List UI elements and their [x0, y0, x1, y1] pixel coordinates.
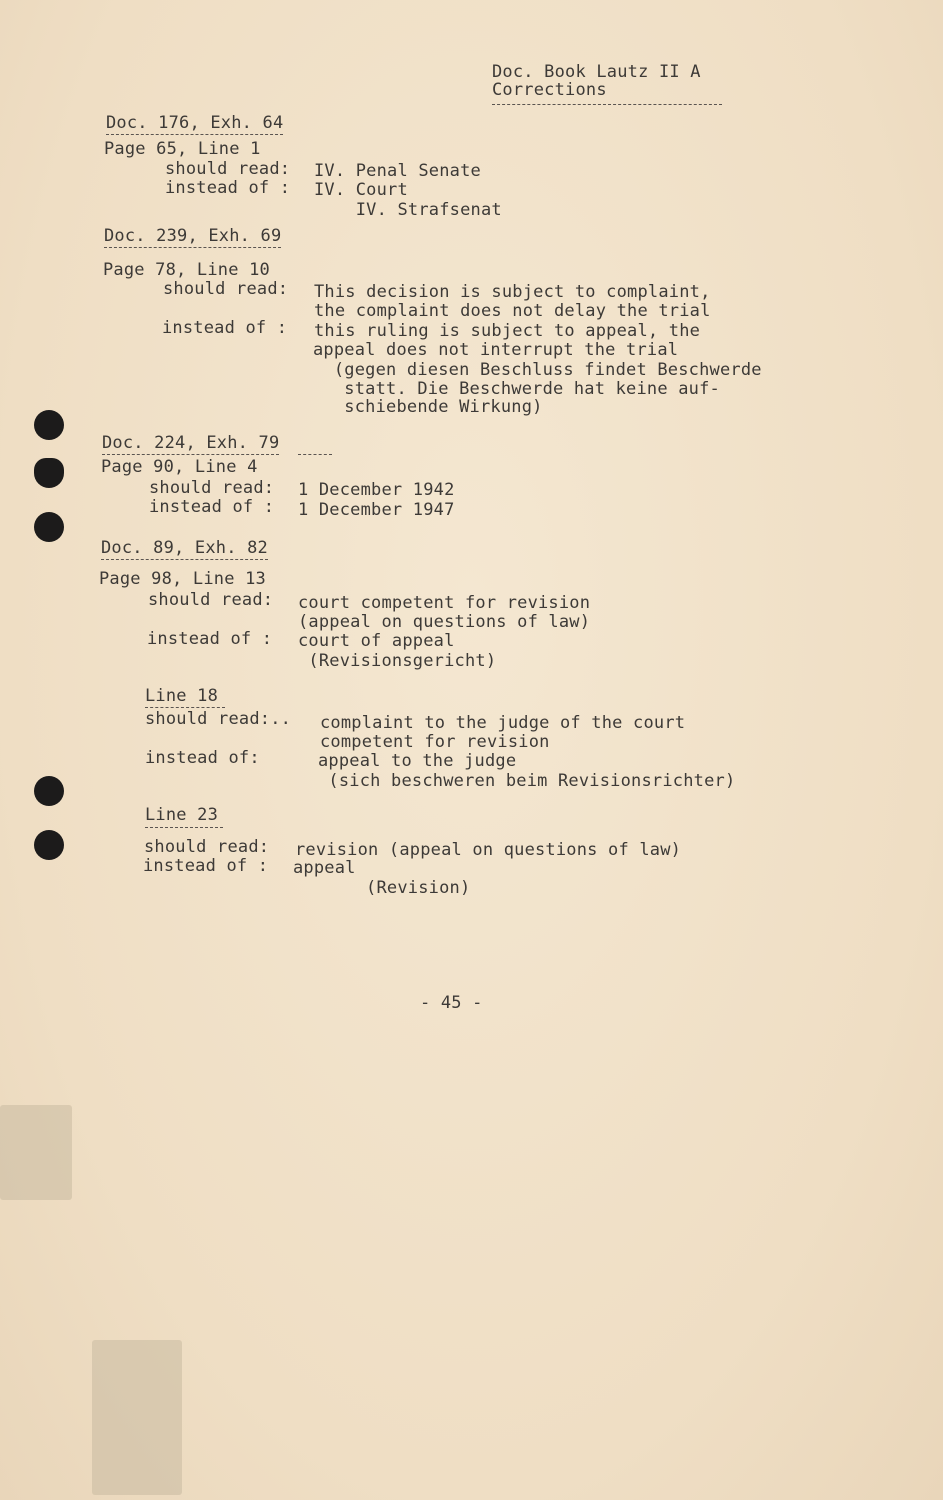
correction-text: This decision is subject to complaint, — [314, 282, 711, 302]
original-text: this ruling is subject to appeal, the — [314, 321, 701, 341]
original-text: appeal does not interrupt the trial — [313, 340, 679, 360]
punch-hole — [34, 776, 64, 806]
punch-hole — [34, 830, 64, 860]
correction-text: court competent for revision — [298, 593, 591, 613]
correction-text: competent for revision — [320, 732, 550, 752]
original-text: (Revisionsgericht) — [298, 651, 497, 671]
original-text: 1 December 1947 — [298, 500, 455, 520]
correction-text: (appeal on questions of law) — [298, 612, 591, 632]
should-read-label: should read: — [144, 837, 270, 857]
should-read-label: should read:.. — [145, 709, 292, 729]
original-text: (gegen diesen Beschluss findet Beschwerde — [313, 360, 762, 380]
line-reference: Line 18 — [145, 686, 219, 706]
original-text: (sich beschweren beim Revisionsrichter) — [318, 771, 736, 791]
should-read-label: should read: — [148, 590, 274, 610]
line-reference-underline — [145, 827, 223, 828]
tape-stain — [92, 1340, 182, 1495]
section-title: Doc. 239, Exh. 69 — [104, 226, 282, 246]
original-text: court of appeal — [298, 631, 455, 651]
line-reference: Line 23 — [145, 805, 219, 825]
should-read-label: should read: — [163, 279, 289, 299]
page-number: - 45 - — [420, 993, 483, 1013]
line-reference-underline — [145, 707, 225, 708]
correction-text: 1 December 1942 — [298, 480, 455, 500]
should-read-label: should read: — [149, 478, 275, 498]
punch-hole — [34, 458, 64, 488]
title-underline-extension — [298, 454, 332, 455]
original-text: schiebende Wirkung) — [313, 397, 543, 417]
original-text: appeal — [293, 858, 356, 878]
instead-of-label: instead of : — [147, 629, 273, 649]
header-rule — [492, 104, 722, 105]
original-text: IV. Court — [314, 180, 408, 200]
punch-hole — [34, 410, 64, 440]
instead-of-label: instead of : — [149, 497, 275, 517]
instead-of-label: instead of : — [162, 318, 288, 338]
original-text: statt. Die Beschwerde hat keine auf- — [313, 379, 720, 399]
original-text: appeal to the judge — [318, 751, 517, 771]
page-reference: Page 65, Line 1 — [104, 139, 261, 159]
section-title: Doc. 224, Exh. 79 — [102, 433, 280, 453]
tape-stain — [0, 1105, 72, 1200]
correction-text: revision (appeal on questions of law) — [295, 840, 682, 860]
page-reference: Page 98, Line 13 — [99, 569, 266, 589]
correction-text: the complaint does not delay the trial — [314, 301, 711, 321]
correction-text: IV. Penal Senate — [314, 161, 481, 181]
instead-of-label: instead of : — [165, 178, 291, 198]
instead-of-label: instead of : — [143, 856, 269, 876]
page-reference: Page 78, Line 10 — [103, 260, 270, 280]
original-text: IV. Strafsenat — [314, 200, 502, 220]
section-title: Doc. 176, Exh. 64 — [106, 113, 284, 133]
section-title: Doc. 89, Exh. 82 — [101, 538, 268, 558]
header-subtitle: Corrections — [492, 80, 607, 100]
punch-hole — [34, 512, 64, 542]
correction-text: complaint to the judge of the court — [320, 713, 686, 733]
should-read-label: should read: — [165, 159, 291, 179]
page-reference: Page 90, Line 4 — [101, 457, 258, 477]
header-title: Doc. Book Lautz II A — [492, 62, 701, 82]
original-text: (Revision) — [293, 878, 471, 898]
instead-of-label: instead of: — [145, 748, 260, 768]
